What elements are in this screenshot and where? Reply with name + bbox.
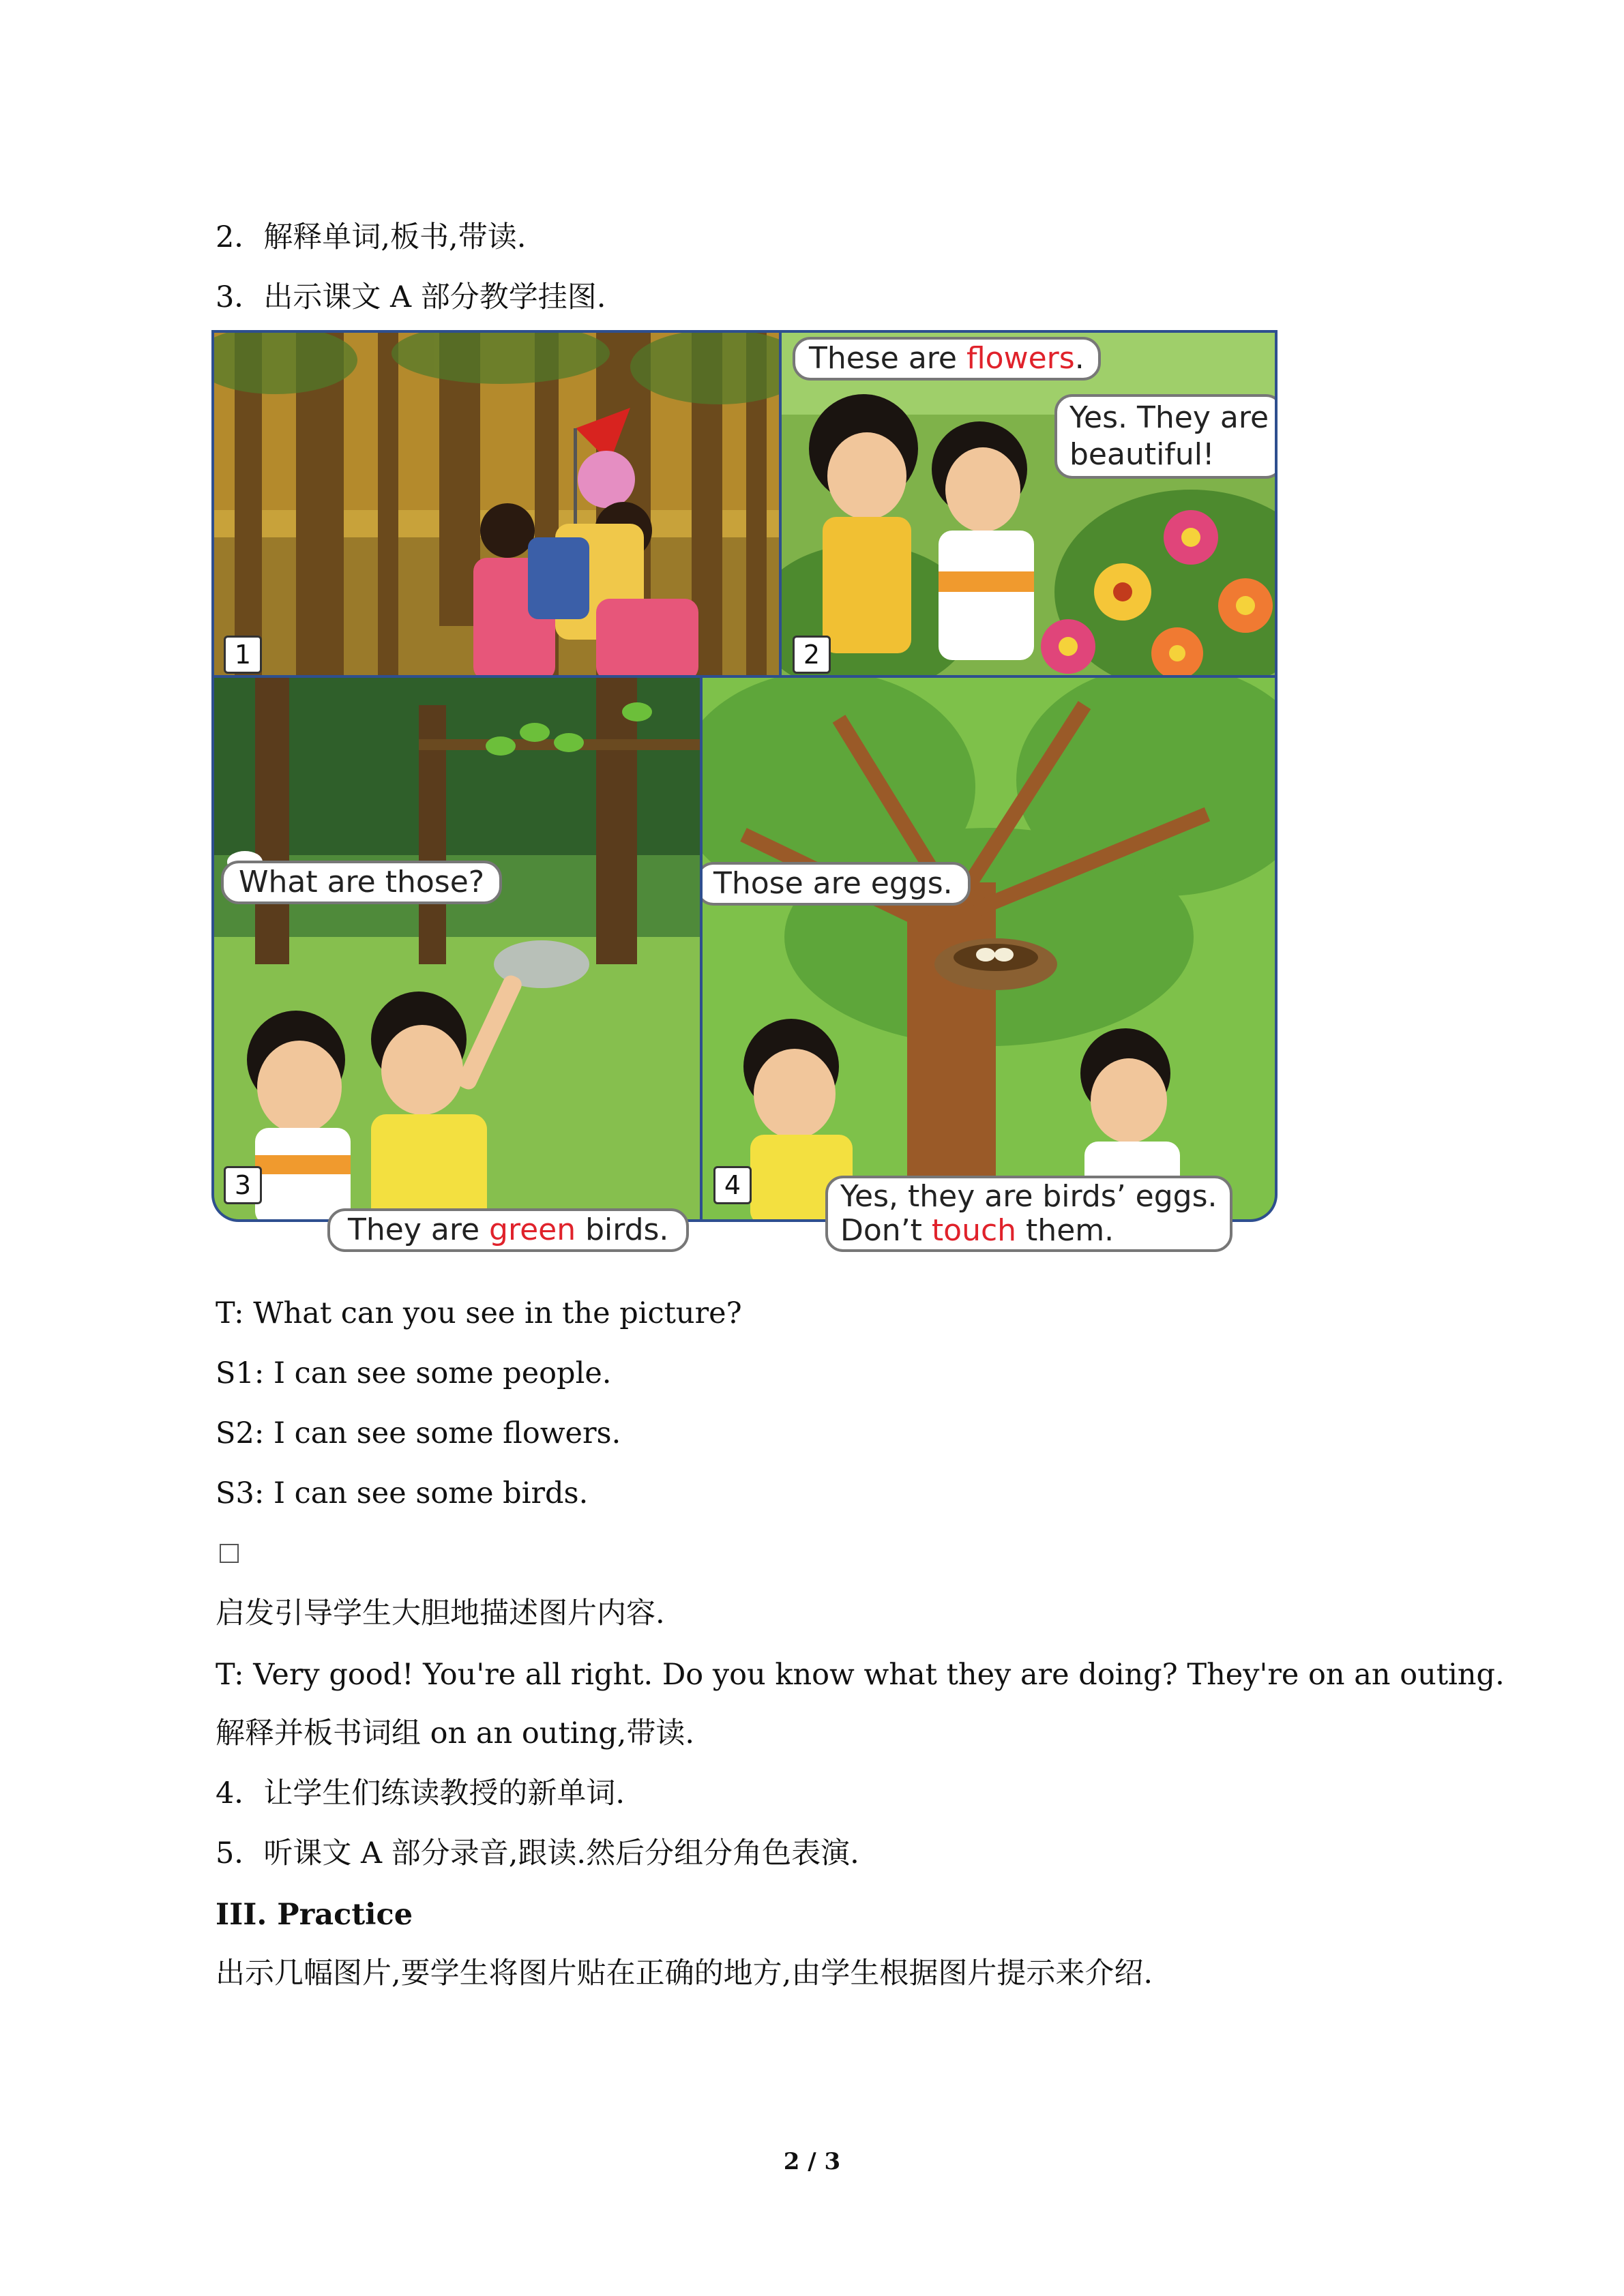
empty-checkbox <box>220 1544 239 1563</box>
page-number: 2 / 3 <box>783 2148 841 2175</box>
comic-panel-3 <box>211 675 703 1222</box>
comic-panel-4 <box>700 675 1278 1222</box>
practice-text: 出示几幅图片,要学生将图片贴在正确的地方,由学生根据图片提示来介绍. <box>216 1956 1153 1991</box>
comic-panel-2 <box>779 330 1278 678</box>
panel-number-3: 3 <box>224 1166 262 1204</box>
section-heading-practice: III. Practice <box>216 1898 413 1932</box>
speech-bubble-what-are-those: What are those? <box>221 861 502 904</box>
step-3-text: 3．出示课文 A 部分教学挂图. <box>216 280 606 314</box>
speech-bubble-green-birds: They are green birds. <box>327 1208 689 1252</box>
dialogue-teacher-question: T: What can you see in the picture? <box>216 1296 742 1330</box>
explain-phrase-text: 解释并板书词组 on an outing,带读. <box>216 1716 695 1750</box>
panel-number-1: 1 <box>224 636 262 674</box>
step-4-text: 4．让学生们练读教授的新单词. <box>216 1776 625 1810</box>
speech-bubble-these-are-flowers: These are flowers. <box>793 337 1101 381</box>
panel-number-2: 2 <box>793 636 831 674</box>
step-2-text: 2．解释单词,板书,带读. <box>216 220 527 254</box>
dialogue-student-3: S3: I can see some birds. <box>216 1476 589 1510</box>
comic-panel-1 <box>211 330 782 678</box>
step-5-text: 5．听课文 A 部分录音,跟读.然后分组分角色表演. <box>216 1836 859 1870</box>
dialogue-teacher-outing: T: Very good! You're all right. Do you know what they are doing? They're on an outing. <box>216 1658 1505 1692</box>
speech-bubble-those-are-eggs: Those are eggs. <box>700 862 971 906</box>
panel-number-4: 4 <box>713 1166 752 1204</box>
speech-bubble-they-are-beautiful: Yes. They are beautiful! <box>1054 394 1278 479</box>
guide-text: 启发引导学生大胆地描述图片内容. <box>216 1596 665 1630</box>
dialogue-student-1: S1: I can see some people. <box>216 1356 612 1390</box>
speech-bubble-birds-eggs: Yes, they are birds’ eggs. Don’t touch them. <box>825 1176 1232 1252</box>
textbook-illustration <box>211 330 1278 1263</box>
dialogue-student-2: S2: I can see some flowers. <box>216 1416 621 1450</box>
